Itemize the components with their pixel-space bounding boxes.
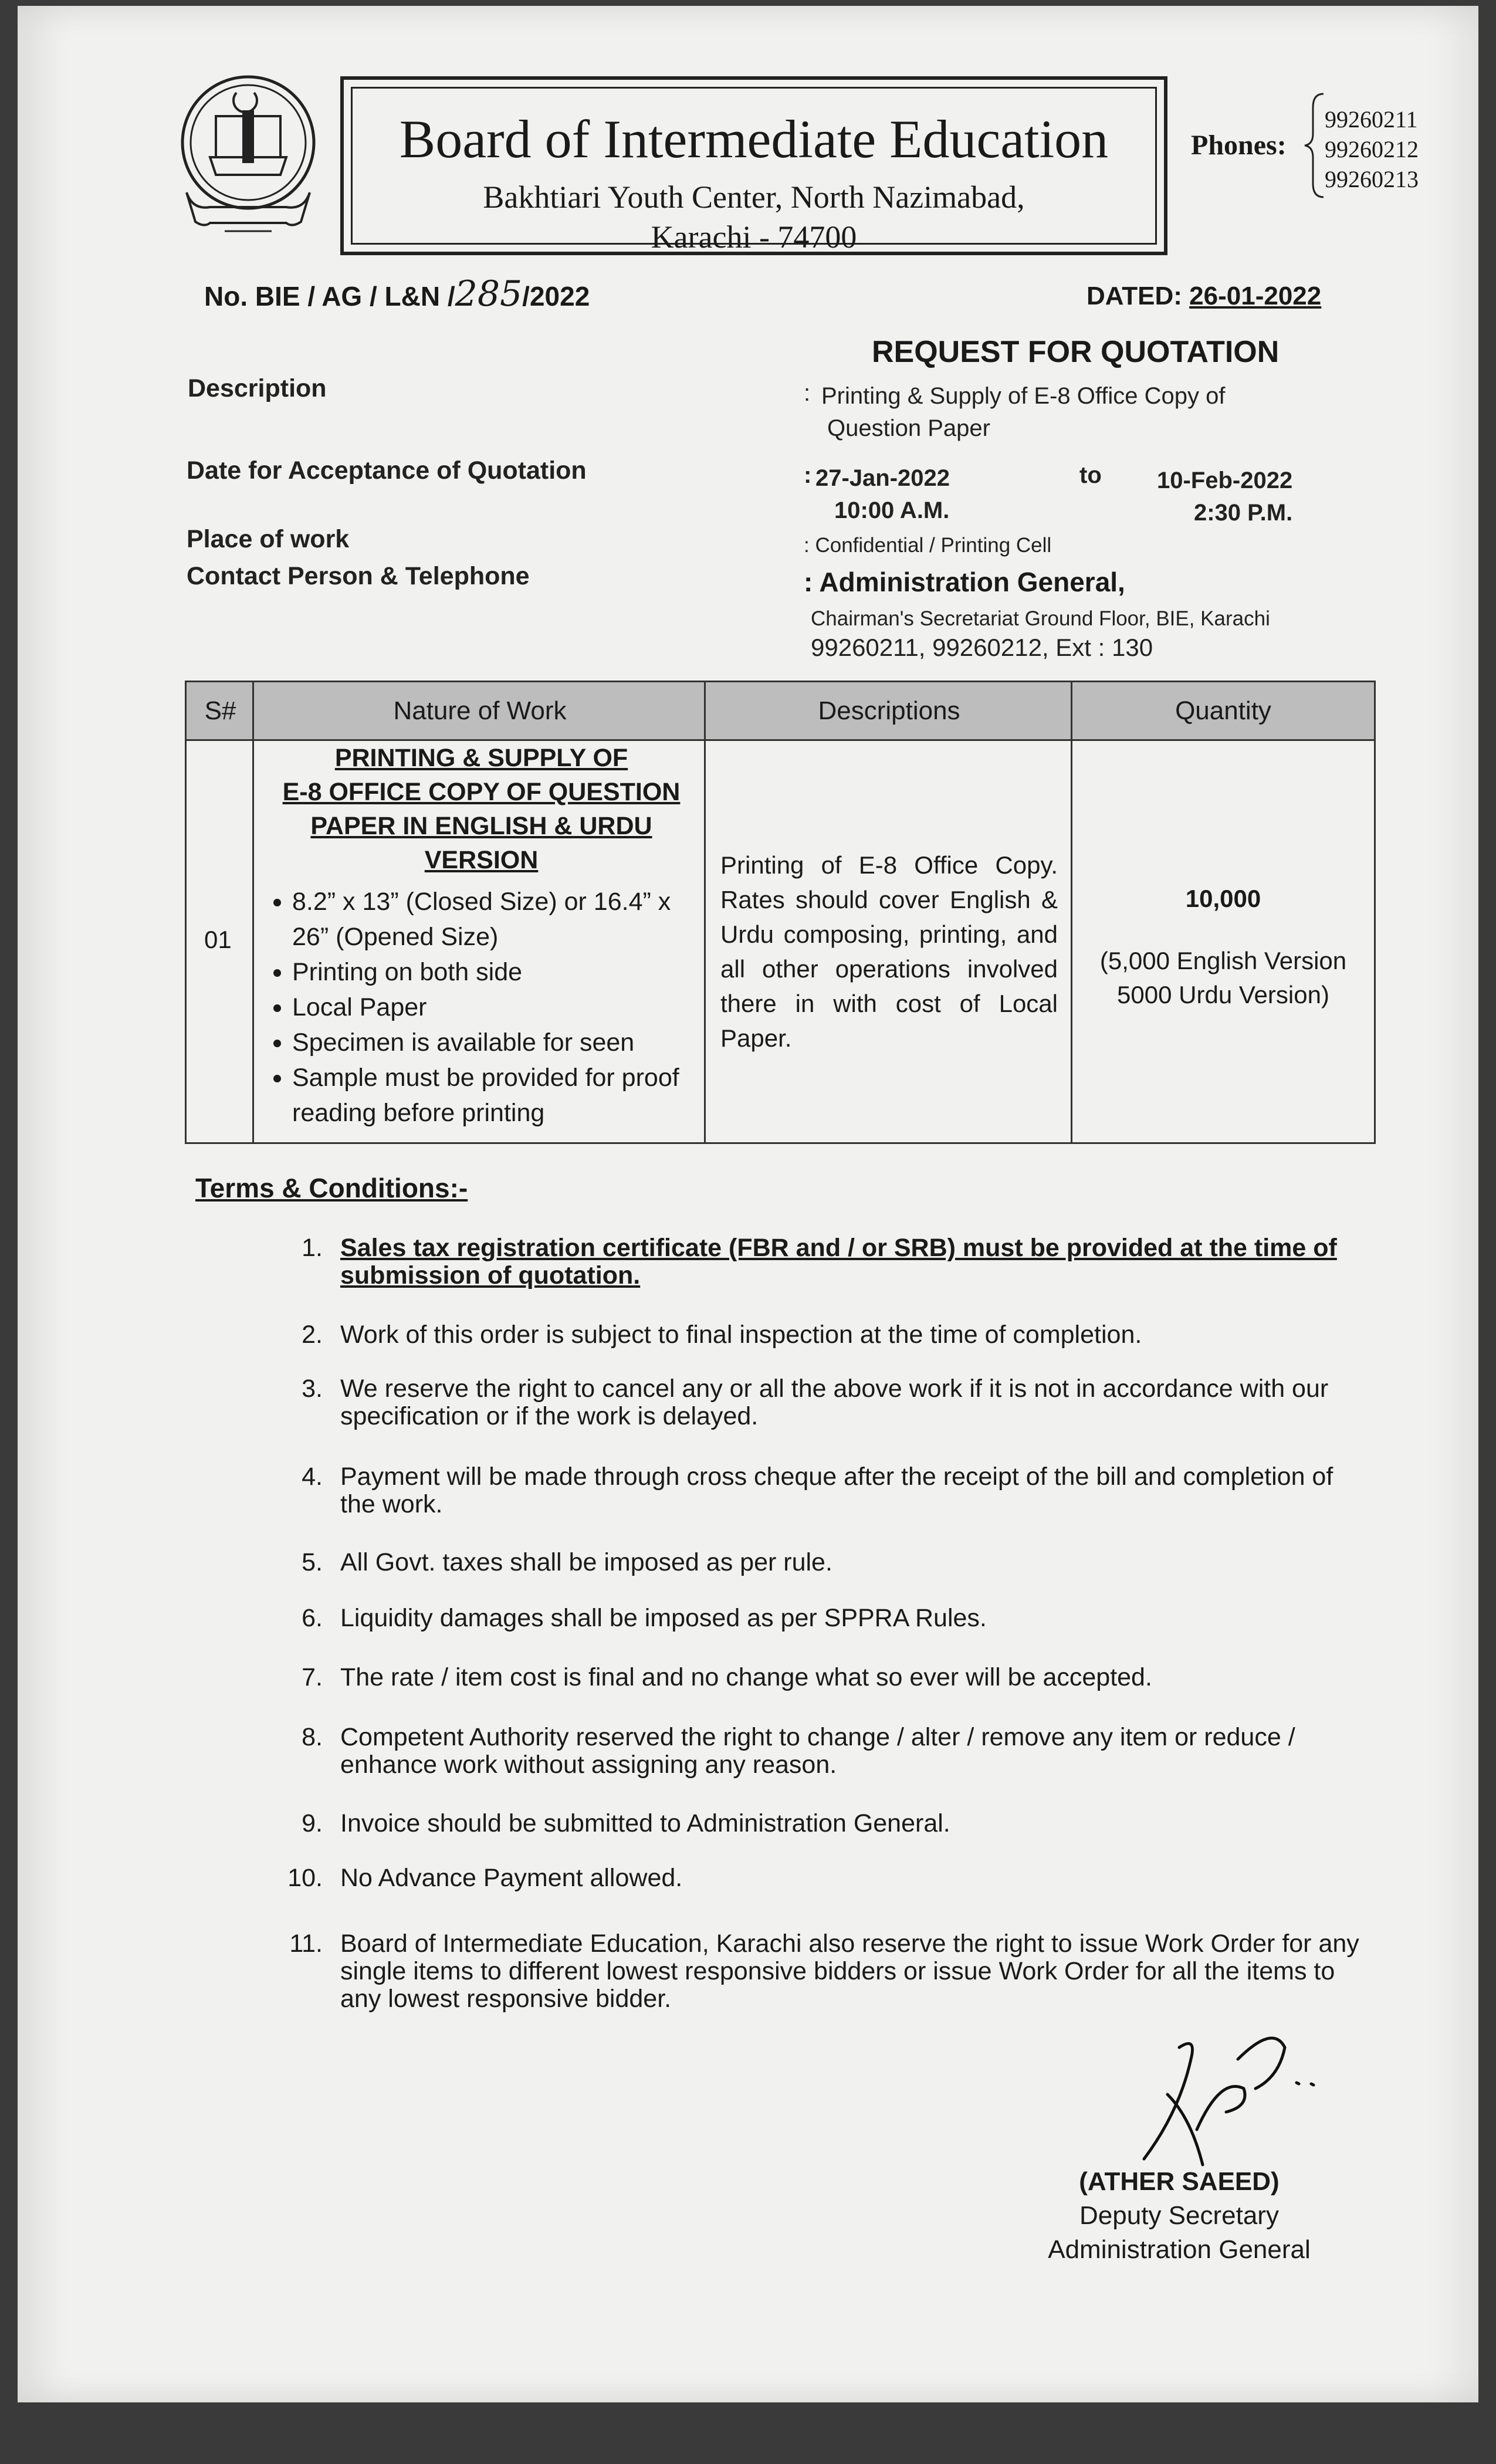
board-address: Bakhtiari Youth Center, North Nazimabad, Karachi - 74700 — [483, 180, 1025, 255]
list-item: • Sample must be provided for proof reading before printing — [292, 1060, 694, 1131]
contact-phones: 99260211, 99260212, Ext : 130 — [811, 634, 1153, 661]
term-item: 7. The rate / item cost is final and no change what so ever will be accepted. — [302, 1663, 1152, 1691]
place-value: : Confidential / Printing Cell — [804, 534, 1052, 557]
term-item: 8. Competent Authority reserved the right to change / alter / remove any item or reduce / enhance work without assigning any reason. — [302, 1723, 1295, 1779]
board-name: Board of Intermediate Education — [399, 109, 1109, 169]
col-header-nature: Nature of Work — [254, 682, 706, 741]
signatory-name: (ATHER SAEED) — [1079, 2167, 1280, 2196]
signatory-block — [1038, 2165, 1320, 2267]
signatory-designation: Deputy Secretary — [1079, 2201, 1279, 2230]
brace-icon — [1302, 93, 1326, 198]
from-date: 27-Jan-2022 10:00 A.M. — [815, 465, 950, 523]
list-item: • 8.2” x 13” (Closed Size) or 16.4” x 26” (Opened Size) — [292, 884, 694, 955]
letterhead-box — [340, 76, 1167, 255]
row-sn: 01 — [204, 926, 232, 953]
nature-title: PRINTING & SUPPLY OF E-8 OFFICE COPY OF QUESTION PAPER IN ENGLISH & URDU VERSION — [282, 744, 681, 874]
col-header-quantity: Quantity — [1072, 682, 1374, 741]
reference-number: No. BIE / AG / L&N /285/2022 — [204, 273, 590, 314]
term-item: 2. Work of this order is subject to final inspection at the time of completion. — [302, 1321, 1142, 1349]
term-item: 6. Liquidity damages shall be imposed as per SPPRA Rules. — [302, 1604, 987, 1632]
term-item: 4. Payment will be made through cross cheque after the receipt of the bill and completion of the work. — [302, 1463, 1333, 1518]
signature-icon — [1109, 2024, 1332, 2177]
description-value: Printing & Supply of E-8 Office Copy of Question Paper — [821, 383, 1226, 441]
board-logo-icon — [175, 69, 321, 245]
term-item: 9. Invoice should be submitted to Administration General. — [302, 1809, 950, 1837]
document-title: REQUEST FOR QUOTATION — [872, 335, 1280, 369]
term-item: 10. No Advance Payment allowed. — [287, 1864, 683, 1892]
term-item: 11. Board of Intermediate Education, Karachi also reserve the right to issue Work Order for any single items to different lowest responsive bidders or issue Work Order for all the items to any lowest responsive bidder. — [289, 1930, 1359, 2013]
quantity-cell: 10,000 (5,000 English Version 5000 Urdu Version) — [1099, 885, 1347, 1008]
terms-title: Terms & Conditions:- — [195, 1173, 468, 1203]
contact-address: Chairman's Secretariat Ground Floor, BIE, Karachi — [811, 607, 1270, 630]
col-header-descriptions: Descriptions — [706, 682, 1072, 741]
list-item: • Printing on both side — [292, 955, 694, 990]
to-date: 10-Feb-2022 2:30 P.M. — [1157, 468, 1293, 526]
term-item: 1. Sales tax registration certificate (FBR and / or SRB) must be provided at the time of submission of quotation. — [302, 1234, 1337, 1289]
contact-name: : Administration General, — [804, 567, 1125, 597]
document-page: Board of Intermediate Education Bakhtiari Youth Center, North Nazimabad, Karachi - 74700 Phones: 99260211 99260212 99260213 No. BIE / AG / L&N /285/2022 DATED: 26-01-2022 REQUEST FOR QUOTATION Description : Printing & Supply of E-8 Office Copy of Question Paper Date for Acceptance of Quotation : 27-Jan-2022 10:00 A.M. to 10-Feb-2022 2:30 P.M. Place of work : Confidential / Printing Cell Contact Person & Telephone : Administration General, Chairman's Secretariat Ground Floor, BIE, Karachi 99260211, 99260212, Ext : 130 S# Nature of Work Descriptions Quantity 01 PRINTING & SUPPLY OF E-8 OFFICE COPY OF QUESTION PAPER IN ENGLISH & URDU VERSION • 8.2” x 13” (Closed Size) or 16.4” x 26” (Opened Size) • Printing on both side • Local Paper • Specimen is available for seen • Sample must be provided for proof reading before printing Printing of E-8 Office Copy. Rates should cover English & Urdu composing, printing, and all other operations involved there in with cost of Local Paper. 10,000 (5,000 English Version 5000 Urdu Version) Terms & Conditions:- 1. Sales tax registration certificate (FBR and / or SRB) must be provided at the time of submission of quotation. 2. Work of this order is subject to final inspection at the time of completion. 3. We reserve the right to cancel any or all the above work if it is not in accordance with our specification or if the work is delayed. 4. Payment will be made through cross cheque after the receipt of the bill and completion of the work. 5. All Govt. taxes shall be imposed as per rule. 6. Liquidity damages shall be imposed as per SPPRA Rules. 7. The rate / item cost is final and no change what so ever will be accepted. 8. Competent Authority reserved the right to change / alter / remove any item or reduce / enhance work without assigning any reason. 9. Invoice should be submitted to Administration General. 10. No Advance Payment allowed. 11. Board of Intermediate Education, Karachi also reserve the right to issue Work Order for any single items to different lowest responsive bidders or issue Work Order for all the items to any lowest responsive bidder. (ATHER SAEED) Deputy Secretary Administration General — [18, 6, 1478, 2402]
handwritten-number: 285 — [455, 273, 523, 314]
description-cell: Printing of E-8 Office Copy. Rates should cover English & Urdu composing, printing, and all other operations involved there in with cost of Local Paper. — [720, 851, 1058, 1052]
term-item: 5. All Govt. taxes shall be imposed as per rule. — [302, 1548, 832, 1576]
dated: DATED: 26-01-2022 — [1087, 282, 1322, 310]
description-label: Description — [188, 374, 327, 402]
to-label: to — [1079, 462, 1102, 488]
phone-list: 99260211 99260212 99260213 — [1325, 106, 1419, 192]
list-item: • Specimen is available for seen — [292, 1025, 694, 1060]
signatory-department: Administration General — [1048, 2235, 1311, 2264]
place-label: Place of work — [187, 525, 350, 553]
acceptance-label: Date for Acceptance of Quotation — [187, 456, 587, 485]
work-table — [185, 681, 1376, 1144]
spec-list — [269, 884, 694, 1131]
term-item: 3. We reserve the right to cancel any or all the above work if it is not in accordance with our specification or if the work is delayed. — [302, 1375, 1329, 1430]
phones-label: Phones: — [1191, 130, 1287, 161]
nature-cell — [269, 741, 694, 1131]
list-item: • Local Paper — [292, 990, 694, 1025]
contact-label: Contact Person & Telephone — [187, 562, 530, 590]
col-header-sn: S# — [187, 682, 254, 741]
